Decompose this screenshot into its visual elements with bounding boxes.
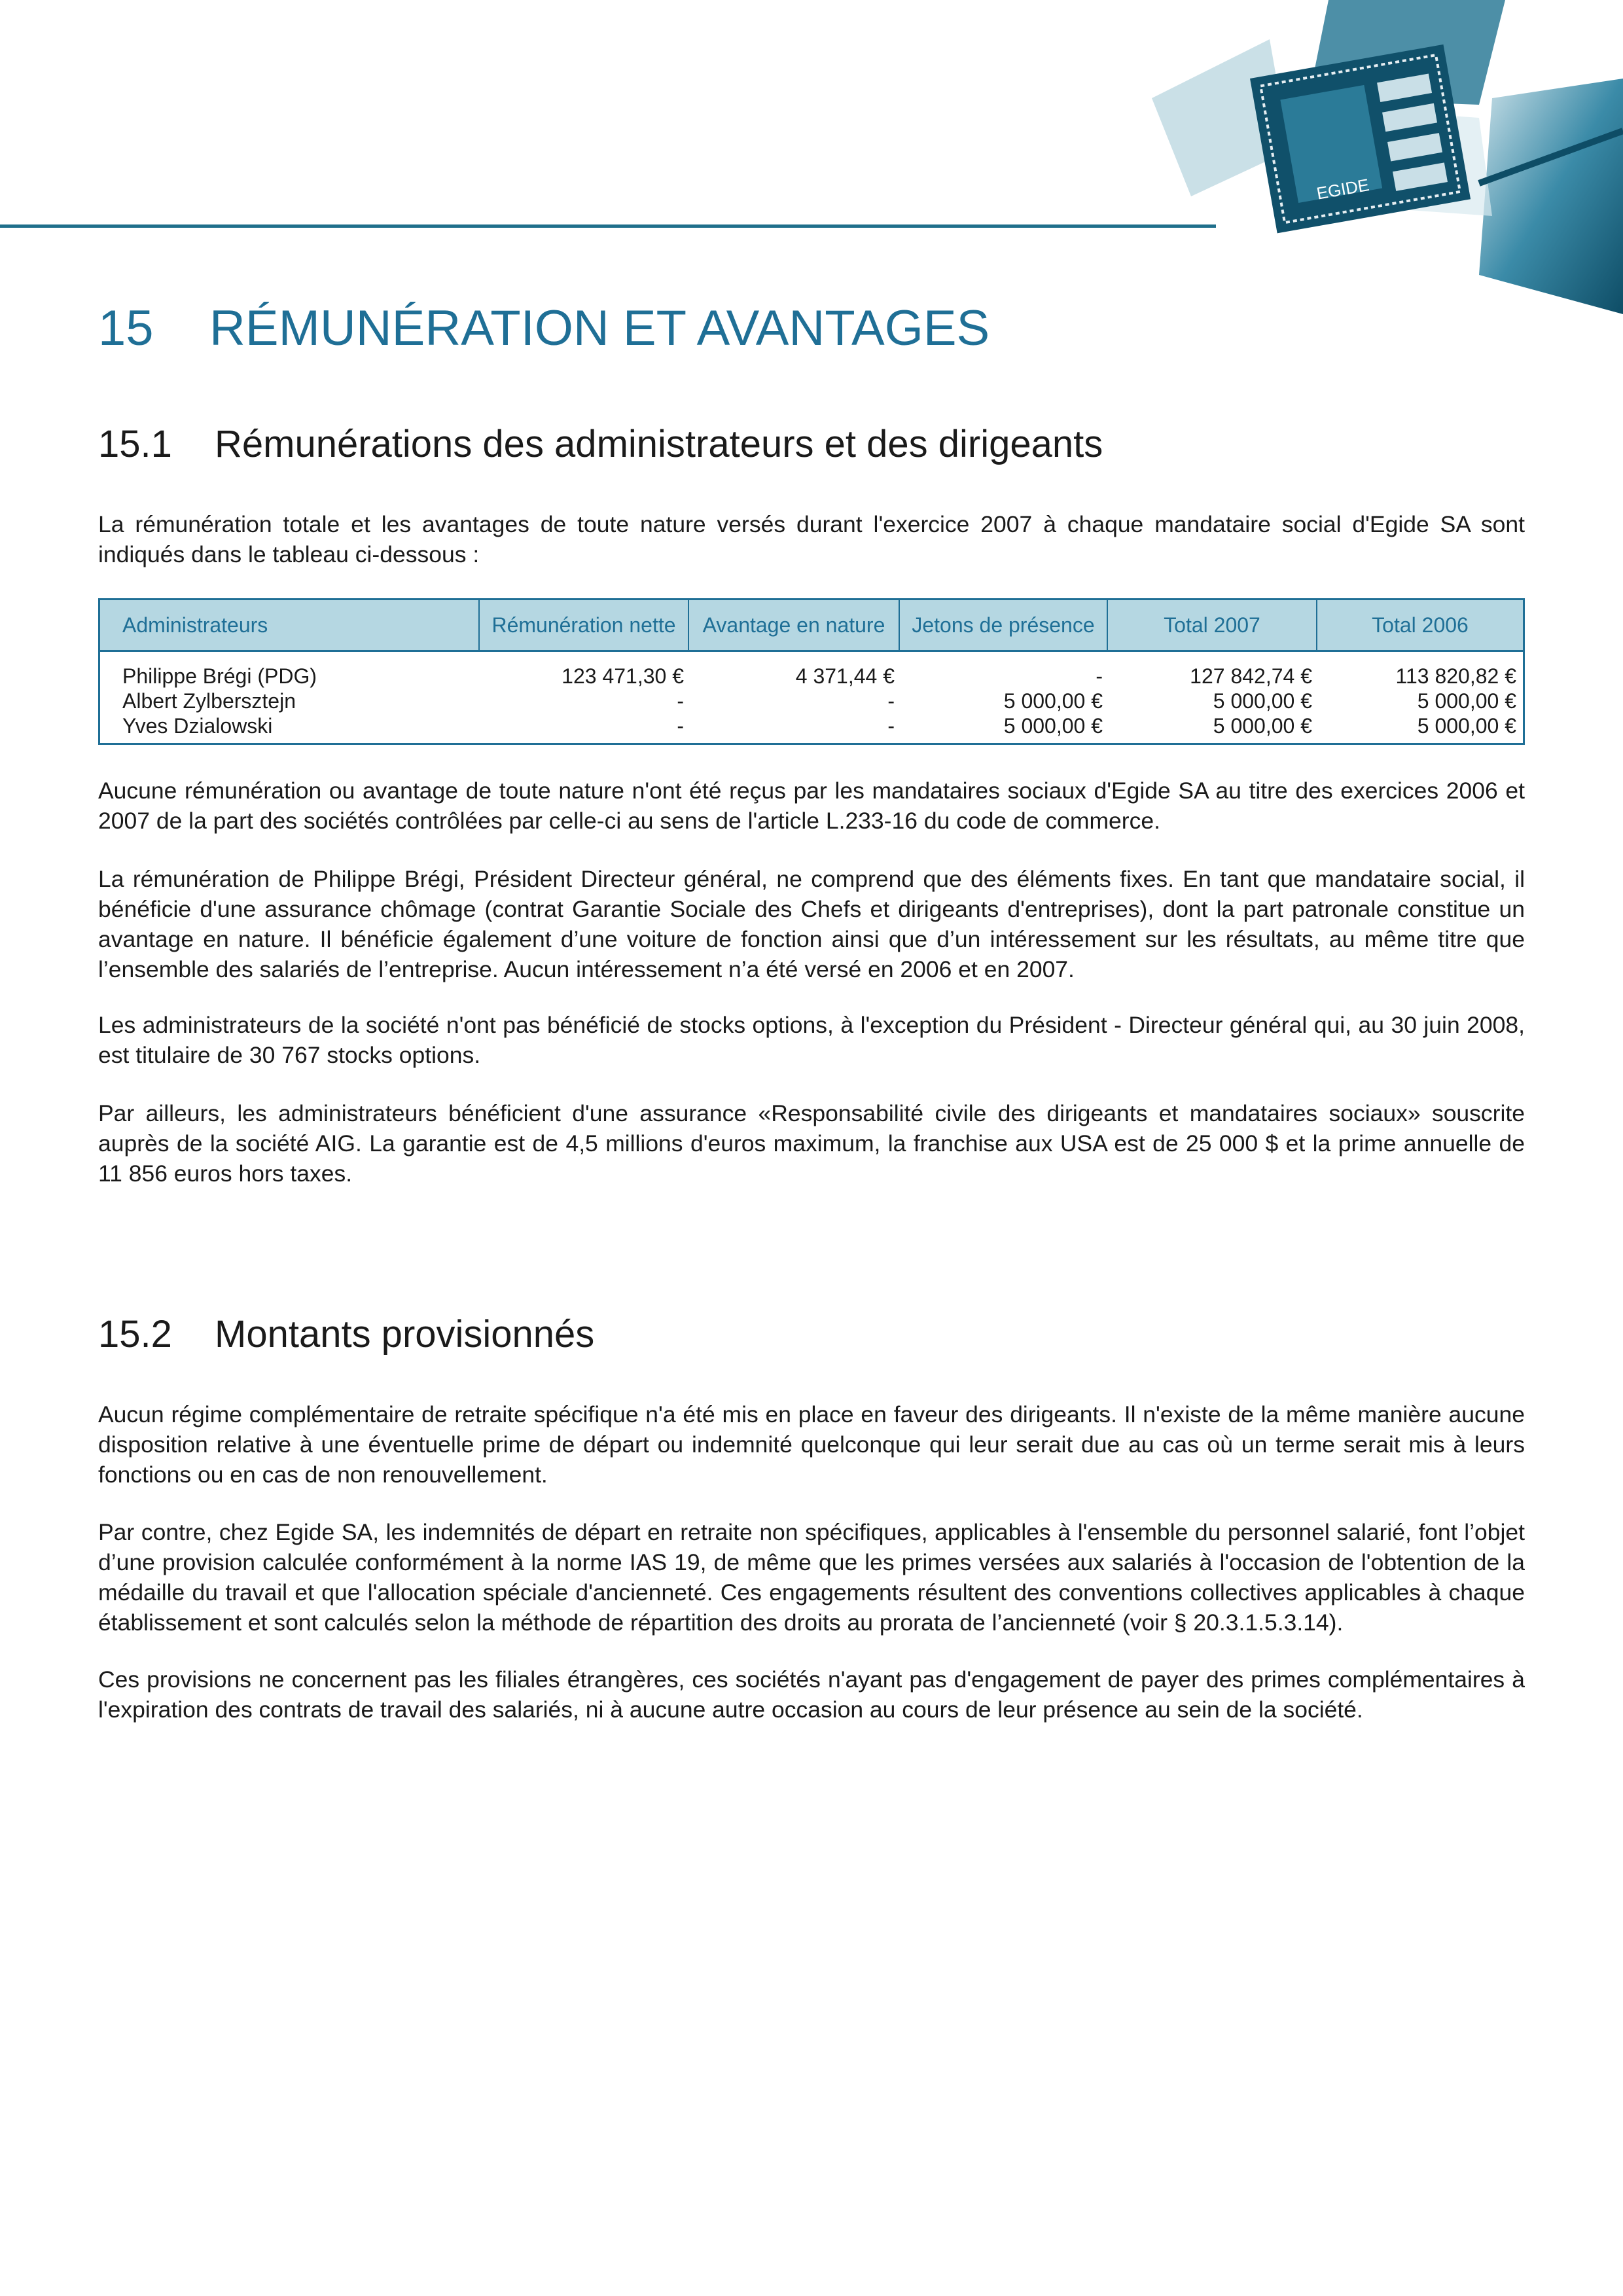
section-number: 15.1 (98, 423, 172, 465)
table-cell: - (887, 689, 895, 713)
section-heading-15-2 (98, 1312, 594, 1356)
table-cell: 4 371,44 € (795, 664, 895, 688)
column-header: Rémunération nette (480, 600, 689, 650)
column-remuneration-nette (480, 664, 689, 738)
table-cell: 127 842,74 € (1190, 664, 1312, 688)
table-cell: Yves Dzialowski (122, 714, 273, 738)
column-jetons-de-presence (900, 664, 1108, 738)
section-title: Rémunérations des administrateurs et des dirigeants (215, 423, 1103, 465)
chapter-heading (98, 300, 990, 357)
table-cell: 5 000,00 € (1003, 689, 1103, 713)
body-paragraph: Par contre, chez Egide SA, les indemnités de départ en retraite non spécifiques, applicables à l'ensemble du personnel salarié, font l’objet d’une provision calculée conformément à la norme IAS 19, de même que les primes versées aux salariés à l'occasion de l'obtention de la médaille du travail et que l'allocation spéciale d'ancienneté. Ces engagements résultent des conventions collectives applicables à chaque établissement et sont calculés selon la méthode de répartition des droits au prorata de l’ancienneté (voir § 20.3.1.5.3.14). (98, 1519, 1525, 1636)
section-title: Montants provisionnés (215, 1313, 595, 1355)
remuneration-table (98, 598, 1525, 745)
table-cell: - (677, 689, 684, 713)
table-cell: 5 000,00 € (1417, 689, 1516, 713)
table-cell: 5 000,00 € (1213, 689, 1312, 713)
table-header-row (100, 600, 1523, 652)
table-cell: 5 000,00 € (1213, 714, 1312, 738)
table-cell: 123 471,30 € (562, 664, 684, 688)
table-cell: 5 000,00 € (1417, 714, 1516, 738)
body-paragraph: Aucune rémunération ou avantage de toute nature n'ont été reçus par les mandataires sociaux d'Egide SA au titre des exercices 2006 et 2007 de la part des sociétés contrôlées par celle-ci au sens de l'article L.233-16 du code de commerce. (98, 778, 1525, 834)
column-header: Avantage en nature (689, 600, 900, 650)
column-total-2007 (1108, 664, 1317, 738)
table-cell: Philippe Brégi (PDG) (122, 664, 317, 688)
table-cell: 5 000,00 € (1003, 714, 1103, 738)
table-cell: Albert Zylbersztejn (122, 689, 296, 713)
body-paragraph: Par ailleurs, les administrateurs bénéficient d'une assurance «Responsabilité civile des dirigeants et mandataires sociaux» souscrite auprès de la société AIG. La garantie est de 4,5 millions d'euros maximum, la franchise aux USA est de 25 000 $ et la prime annuelle de 11 856 euros hors taxes. (98, 1100, 1525, 1187)
table-body (100, 652, 1523, 738)
table-cell: - (677, 714, 684, 738)
column-header: Total 2006 (1372, 613, 1469, 637)
body-paragraph: La rémunération de Philippe Brégi, Président Directeur général, ne comprend que des éléments fixes. En tant que mandataire social, il bénéficie d'une assurance chômage (contrat Garantie Sociale des Chefs et dirigeants d'entreprises), dont la part patronale constitue un avantage en nature. Il bénéficie également d’une voiture de fonction ainsi que d’un intéressement sur les résultats, au même titre que l’ensemble des salariés de l’entreprise. Aucun intéressement n’a été versé en 2006 et en 2007. (98, 866, 1525, 982)
column-header: Jetons de présence (900, 600, 1108, 650)
table-cell: 113 820,82 € (1395, 664, 1516, 688)
column-header: Total 2007 (1108, 600, 1317, 650)
body-paragraph: Les administrateurs de la société n'ont pas bénéficié de stocks options, à l'exception du Président - Directeur général qui, au 30 juin 2008, est titulaire de 30 767 stocks options. (98, 1012, 1525, 1068)
chapter-title: RÉMUNÉRATION ET AVANTAGES (209, 300, 990, 356)
column-header: Administrateurs (100, 600, 480, 650)
column-avantage-en-nature (689, 664, 900, 738)
table-cell: - (887, 714, 895, 738)
section-number: 15.2 (98, 1313, 172, 1355)
section-heading-15-1 (98, 422, 1103, 466)
banner-logo-text: EGIDE (1315, 175, 1371, 204)
column-administrateurs (100, 664, 480, 738)
egide-banner-image (1113, 0, 1623, 314)
intro-paragraph: La rémunération totale et les avantages de toute nature versés durant l'exercice 2007 à chaque mandataire social d'Egide SA sont indiqués dans le tableau ci-dessous : (98, 511, 1525, 567)
column-total-2006 (1317, 664, 1523, 738)
table-cell: - (1096, 664, 1103, 688)
body-paragraph: Aucun régime complémentaire de retraite spécifique n'a été mis en place en faveur des dirigeants. Il n'existe de la même manière aucune disposition relative à une éventuelle prime de départ ou indemnité quelconque qui leur serait due au cas où un terme serait mis à leurs fonctions ou en cas de non renouvellement. (98, 1401, 1525, 1488)
body-paragraph: Ces provisions ne concernent pas les filiales étrangères, ces sociétés n'ayant pas d'engagement de payer des primes complémentaires à l'expiration des contrats de travail des salariés, ni à aucune autre occasion au cours de leur présence au sein de la société. (98, 1666, 1525, 1723)
header-rule (0, 224, 1216, 228)
chapter-number: 15 (98, 300, 154, 356)
